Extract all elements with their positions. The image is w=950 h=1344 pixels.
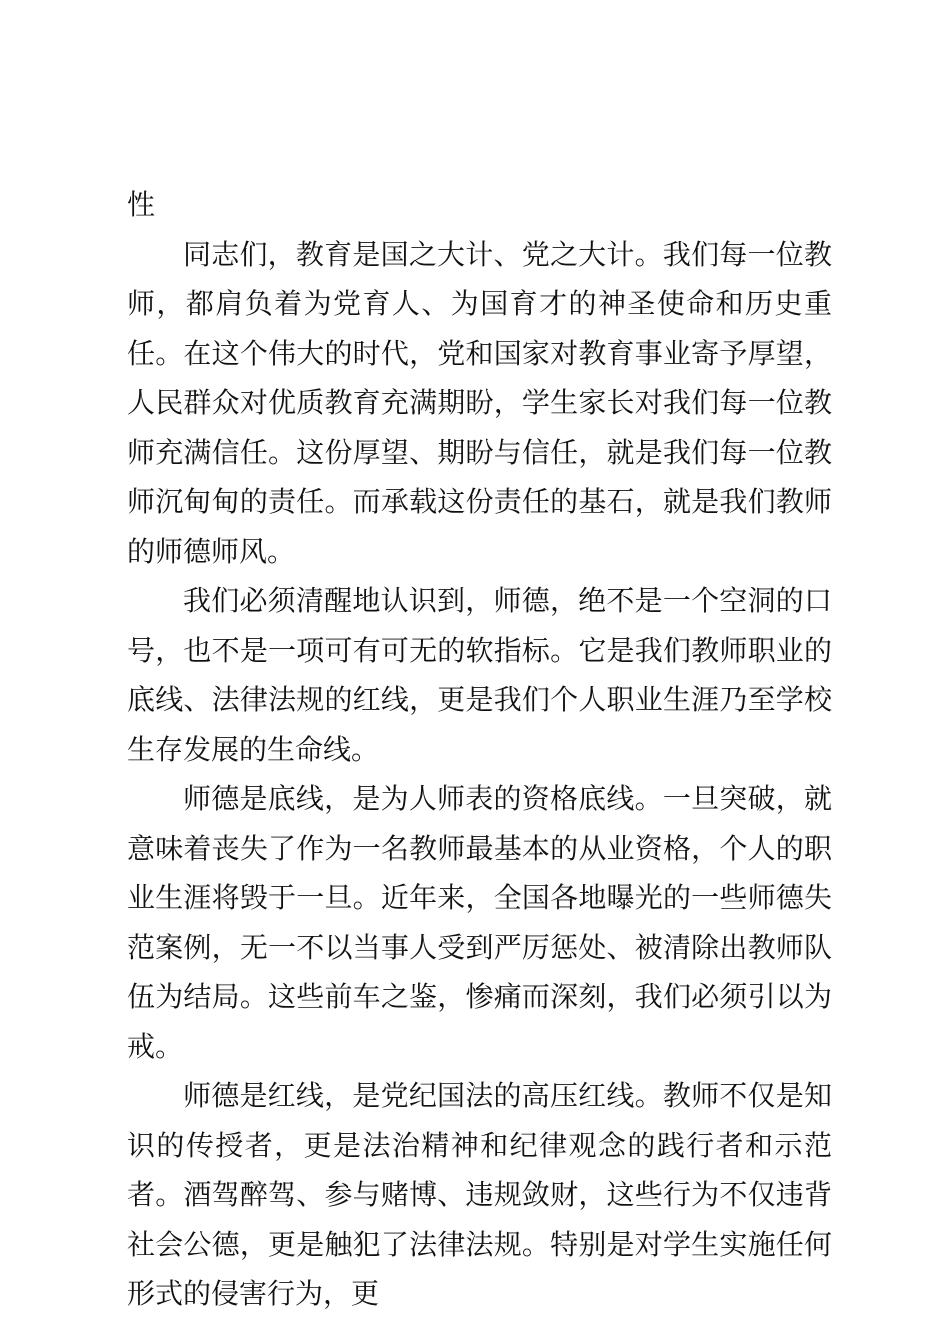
paragraph-1: 同志们，教育是国之大计、党之大计。我们每一位教师，都肩负着为党育人、为国育才的神圣使命和历史重任。在这个伟大的时代，党和国家对教育事业寄予厚望，人民群众对优质教育充满期盼，学生家长对我们每一位教师充满信任。这份厚望、期盼与信任，就是我们每一位教师沉甸甸的责任。而承载这份责任的基石，就是我们教师的师德师风。 — [127, 237, 832, 568]
paragraph-4: 师德是红线，是党纪国法的高压红线。教师不仅是知识的传授者，更是法治精神和纪律观念的践行者和示范者。酒驾醉驾、参与赌博、违规敛财，这些行为不仅违背社会公德，更是触犯了法律法规。特别是对学生实施任何形式的侵害行为，更 — [127, 1079, 832, 1310]
paragraph-fragment: 性 — [127, 188, 156, 221]
paragraph-3: 师德是底线，是为人师表的资格底线。一旦突破，就意味着丧失了作为一名教师最基本的从业资格，个人的职业生涯将毁于一旦。近年来，全国各地曝光的一些师德失范案例，无一不以当事人受到严厉惩处、被清除出教师队伍为结局。这些前车之鉴，惨痛而深刻，我们必须引以为戒。 — [127, 782, 832, 1063]
document-body — [127, 180, 832, 1319]
paragraph-2: 我们必须清醒地认识到，师德，绝不是一个空洞的口号，也不是一项可有可无的软指标。它是我们教师职业的底线、法律法规的红线，更是我们个人职业生涯乃至学校生存发展的生命线。 — [127, 584, 832, 766]
